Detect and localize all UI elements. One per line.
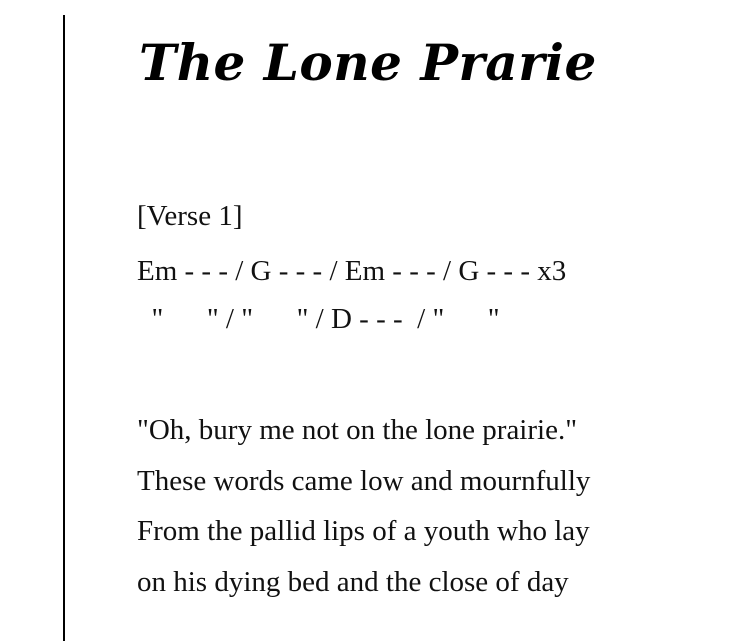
lyric-line: "Oh, bury me not on the lone prairie." (137, 414, 578, 446)
chord-line: Em - - - / G - - - / Em - - - / G - - - x3 (137, 255, 567, 287)
section-label: [Verse 1] (137, 200, 243, 232)
margin-rule (63, 15, 65, 641)
lyric-line: on his dying bed and the close of day (137, 565, 569, 598)
lyrics-block (137, 405, 590, 607)
song-title: The Lone Prarie (139, 33, 597, 92)
chord-line: " " / " " / D - - - / " " (137, 303, 500, 335)
lyric-line: These words came low and mournfully (137, 464, 591, 497)
lyric-line: From the pallid lips of a youth who lay (137, 515, 590, 547)
